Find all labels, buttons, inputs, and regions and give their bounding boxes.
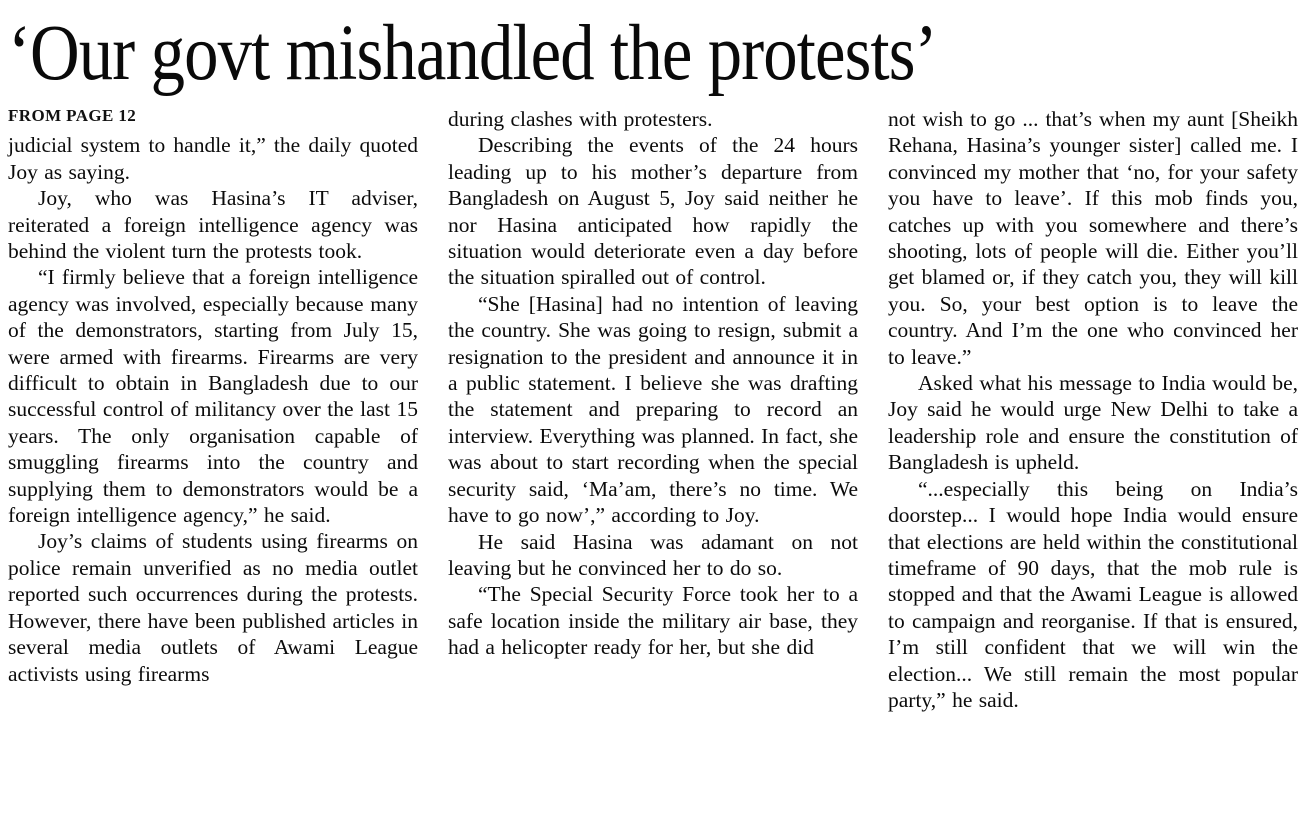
article-headline: ‘Our govt mishandled the protests’ (8, 10, 937, 97)
article-column-2 (448, 106, 858, 713)
article-column-1 (8, 106, 418, 713)
paragraph: He said Hasina was adamant on not leaving but he convinced her to do so. (448, 529, 858, 580)
paragraph: “The Special Security Force took her to a safe location inside the military air base, they had a helicopter ready for her, but she did (448, 582, 858, 660)
paragraph: not wish to go ... that’s when my aunt [Sheikh Rehana, Hasina’s younger sister] called me. I convinced my mother that ‘no, for your safety you have to leave’. If this mob finds you, catches up with you somewhere and there’s shooting, lots of people will die. Either you’ll get blamed or, if they catch you, they will kill you. So, your best option is to leave the country. And I’m the one who convinced her to leave.” (888, 107, 1298, 369)
paragraph: Describing the events of the 24 hours leading up to his mother’s departure from Bangladesh on August 5, Joy said neither he nor Hasina anticipated how rapidly the situation would deteriorate even a day before the situation spiralled out of control. (448, 133, 858, 290)
paragraph: “...especially this being on India’s doorstep... I would hope India would ensure that elections are held within the constitutional timeframe of 90 days, that the mob rule is stopped and that the Awami League is allowed to campaign and reorganise. If that is ensured, I’m still confident that we will win the election... We still remain the most popular party,” he said. (888, 476, 1298, 712)
article-columns (8, 106, 1298, 713)
continuation-note: FROM PAGE 12 (8, 106, 137, 125)
paragraph: “I firmly believe that a foreign intelligence agency was involved, especially because many of the demonstrators, starting from July 15, were armed with firearms. Firearms are very difficult to obtain in Bangladesh due to our successful control of militancy over the last 15 years. The only organisation capable of smuggling firearms into the country and supplying them to demonstrators would be a foreign intelligence agency,” he said. (8, 265, 418, 528)
paragraph: Joy, who was Hasina’s IT adviser, reiterated a foreign intelligence agency was behind the violent turn the protests took. (8, 186, 418, 264)
paragraph: during clashes with protesters. (448, 107, 713, 131)
paragraph: Asked what his message to India would be, Joy said he would urge New Delhi to take a leadership role and ensure the constitution of Bangladesh is upheld. (888, 371, 1298, 475)
paragraph: “She [Hasina] had no intention of leaving the country. She was going to resign, submit a resignation to the president and announce it in a public statement. I believe she was drafting the statement and preparing to record an interview. Everything was planned. In fact, she was about to start recording when the special security said, ‘Ma’am, there’s no time. We have to go now’,” according to Joy. (448, 291, 858, 528)
article-column-3 (888, 106, 1298, 713)
paragraph: judicial system to handle it,” the daily quoted Joy as saying. (8, 133, 418, 184)
paragraph: Joy’s claims of students using firearms on police remain unverified as no media outlet reported such occurrences during the protests. However, there have been published articles in several media outlets of Awami League activists using firearms (8, 529, 418, 686)
